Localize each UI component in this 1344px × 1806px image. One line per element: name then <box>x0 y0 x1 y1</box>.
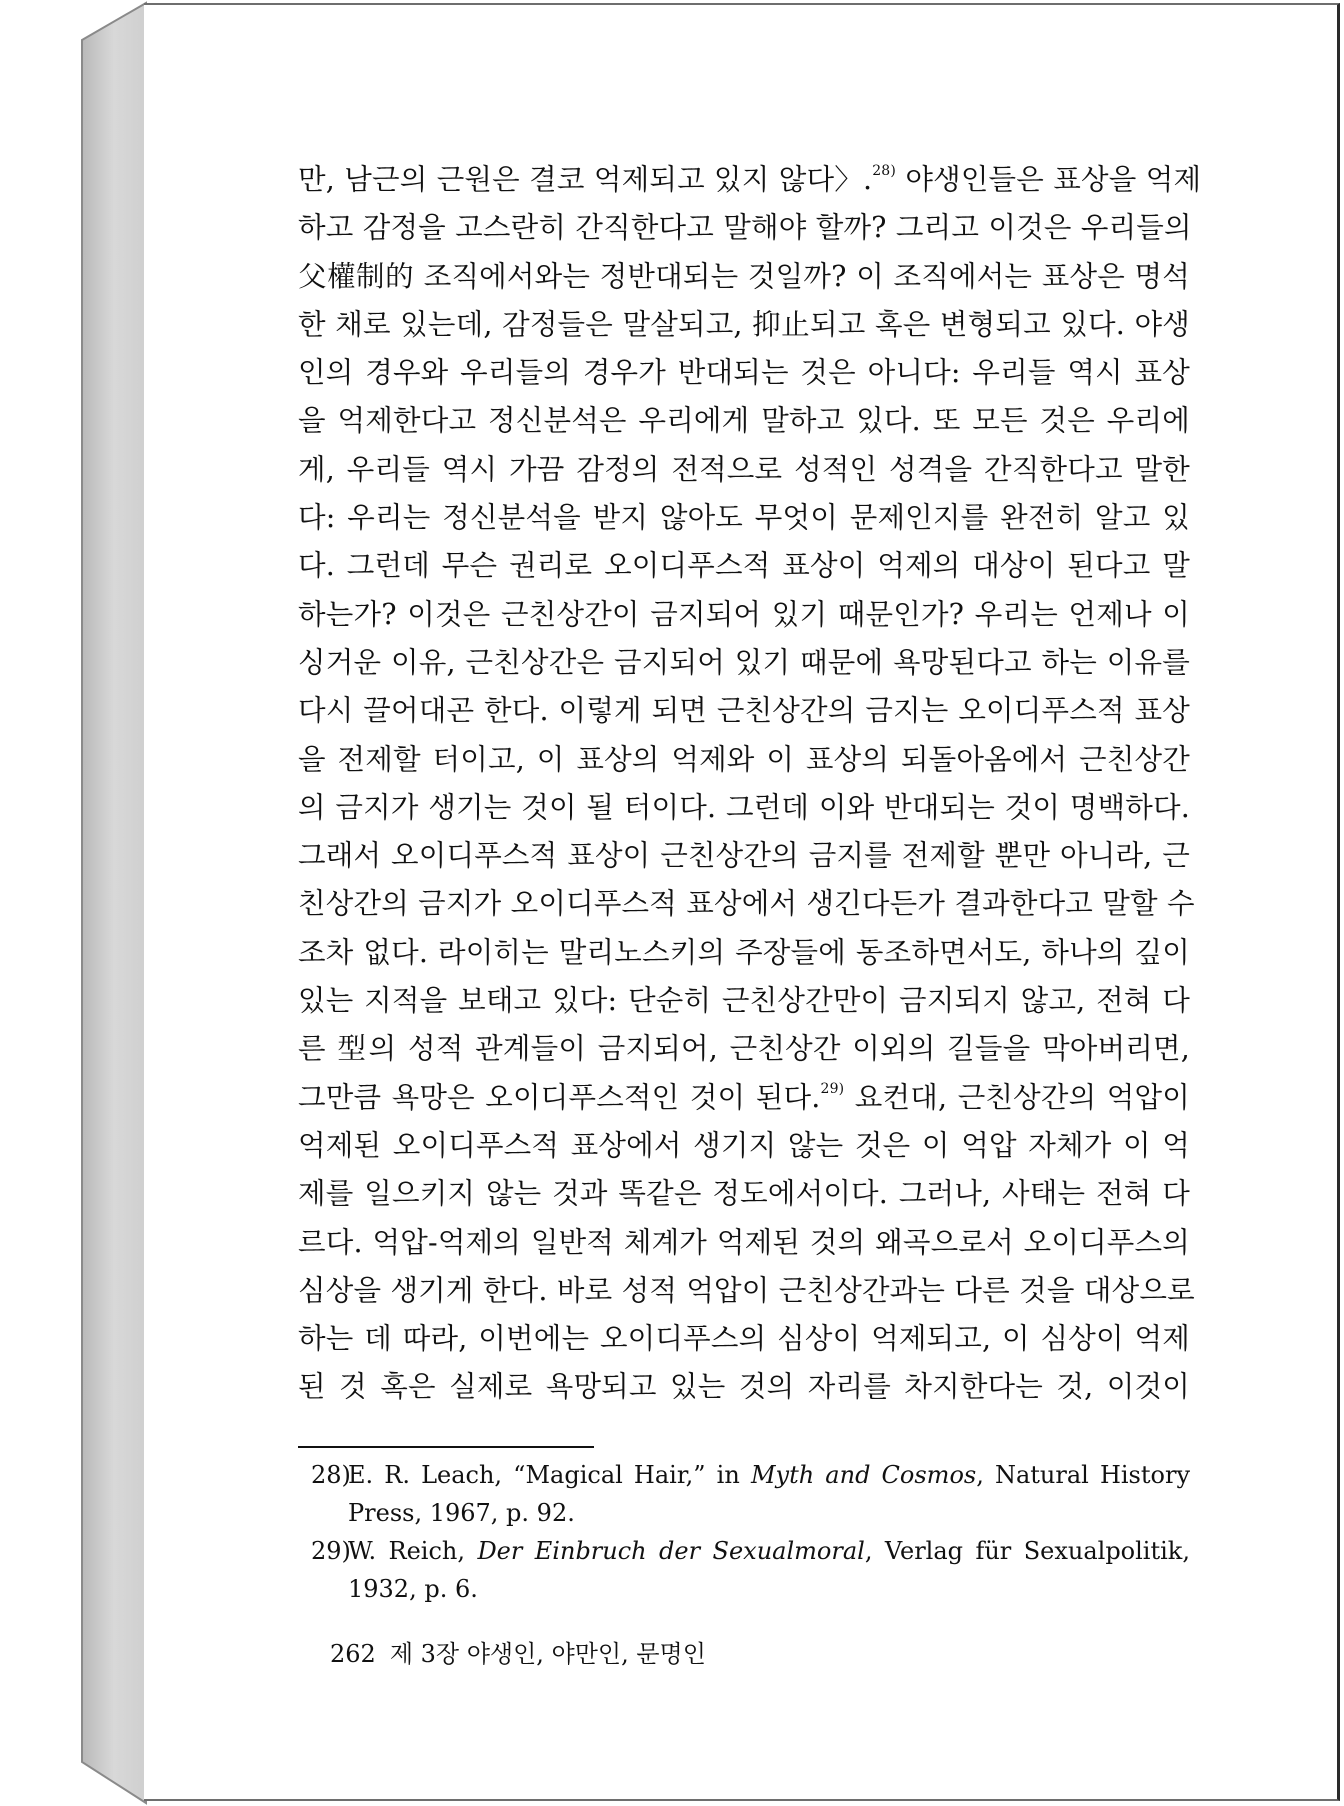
footnote-line: W. Reich, Der Einbruch der Sexualmoral, Verlag für Sexualpolitik, <box>348 1537 1190 1565</box>
text-line: 을 억제한다고 정신분석은 우리에게 말하고 있다. 또 모든 것은 우리에 <box>298 404 1190 438</box>
text-line: 친상간의 금지가 오이디푸스적 표상에서 생긴다든가 결과한다고 말할 수 <box>298 887 1195 921</box>
page-number: 262 <box>330 1640 376 1668</box>
text-line: 있는 지적을 보태고 있다: 단순히 근친상간만이 금지되지 않고, 전혀 다 <box>298 984 1190 1018</box>
footnote-28 <box>298 1456 1190 1532</box>
text-line: 의 금지가 생기는 것이 될 터이다. 그런데 이와 반대되는 것이 명백하다. <box>298 790 1190 824</box>
text-line: 다: 우리는 정신분석을 받지 않아도 무엇이 문제인지를 완전히 알고 있 <box>298 501 1190 535</box>
text-line: 을 전제할 터이고, 이 표상의 억제와 이 표상의 되돌아옴에서 근친상간 <box>298 742 1190 776</box>
text-line: 다. 그런데 무슨 권리로 오이디푸스적 표상이 억제의 대상이 된다고 말 <box>298 549 1190 583</box>
running-head: 제 3장 야생인, 야만인, 문명인 <box>389 1640 706 1668</box>
footnote-line: E. R. Leach, “Magical Hair,” in Myth and Cosmos, Natural History <box>348 1461 1191 1489</box>
text-line: 된 것 혹은 실제로 욕망되고 있는 것의 자리를 차지한다는 것, 이것이 <box>298 1370 1190 1404</box>
footnote-ref-29: 29) <box>820 1080 845 1097</box>
cited-title: Der Einbruch der Sexualmoral <box>477 1537 865 1565</box>
cited-title: Myth and Cosmos <box>750 1461 977 1489</box>
text-line: 그만큼 욕망은 오이디푸스적인 것이 된다.$^{29)}$ 요컨대, 근친상간의 억압이 <box>298 1080 1190 1114</box>
text-line: 하고 감정을 고스란히 간직한다고 말해야 할까? 그리고 이것은 우리들의 <box>298 211 1192 245</box>
text-line: 심상을 생기게 한다. 바로 성적 억압이 근친상간과는 다른 것을 대상으로 <box>298 1273 1195 1307</box>
text-line: 른 型의 성적 관계들이 금지되어, 근친상간 이외의 길들을 막아버리면, <box>298 1032 1190 1066</box>
text-line: 인의 경우와 우리들의 경우가 반대되는 것은 아니다: 우리들 역시 표상 <box>298 356 1190 390</box>
footnote-line: Press, 1967, p. 92. <box>348 1499 575 1527</box>
text-line: 만, 남근의 근원은 결코 억제되고 있지 않다〉.$^{28)}$ 야생인들은 표상을 억제 <box>298 163 1202 196</box>
text-line: 제를 일으키지 않는 것과 똑같은 정도에서이다. 그러나, 사태는 전혀 다 <box>298 1177 1190 1211</box>
text-line: 다시 끌어대곤 한다. 이렇게 되면 근친상간의 금지는 오이디푸스적 표상 <box>298 694 1190 728</box>
footnote-divider <box>298 1446 594 1448</box>
text-line: 父權制的 조직에서와는 정반대되는 것일까? 이 조직에서는 표상은 명석 <box>298 259 1190 293</box>
text-line: 하는가? 이것은 근친상간이 금지되어 있기 때문인가? 우리는 언제나 이 <box>298 597 1190 631</box>
text-line: 르다. 억압-억제의 일반적 체계가 억제된 것의 왜곡으로서 오이디푸스의 <box>298 1225 1190 1259</box>
footnotes <box>298 1456 1190 1608</box>
page-footer <box>330 1634 706 1669</box>
text-line: 한 채로 있는데, 감정들은 말살되고, 抑止되고 혹은 변형되고 있다. 야생 <box>298 307 1190 341</box>
footnote-line: 1932, p. 6. <box>348 1575 478 1603</box>
footnote-ref-28: 28) <box>872 163 897 179</box>
footnote-number: 29) <box>311 1537 351 1565</box>
text-line: 억제된 오이디푸스적 표상에서 생기지 않는 것은 이 억압 자체가 이 억 <box>298 1128 1190 1162</box>
main-text <box>298 156 1202 1412</box>
text-line: 하는 데 따라, 이번에는 오이디푸스의 심상이 억제되고, 이 심상이 억제 <box>298 1322 1190 1356</box>
footnote-29 <box>298 1532 1190 1608</box>
text-line: 싱거운 이유, 근친상간은 금지되어 있기 때문에 욕망된다고 하는 이유를 <box>298 645 1190 679</box>
text-line: 그래서 오이디푸스적 표상이 근친상간의 금지를 전제할 뿐만 아니라, 근 <box>298 839 1190 873</box>
text-line: 조차 없다. 라이히는 말리노스키의 주장들에 동조하면서도, 하나의 깊이 <box>298 935 1190 969</box>
text-line: 게, 우리들 역시 가끔 감정의 전적으로 성적인 성격을 간직한다고 말한 <box>298 452 1190 486</box>
footnote-number: 28) <box>311 1461 351 1489</box>
